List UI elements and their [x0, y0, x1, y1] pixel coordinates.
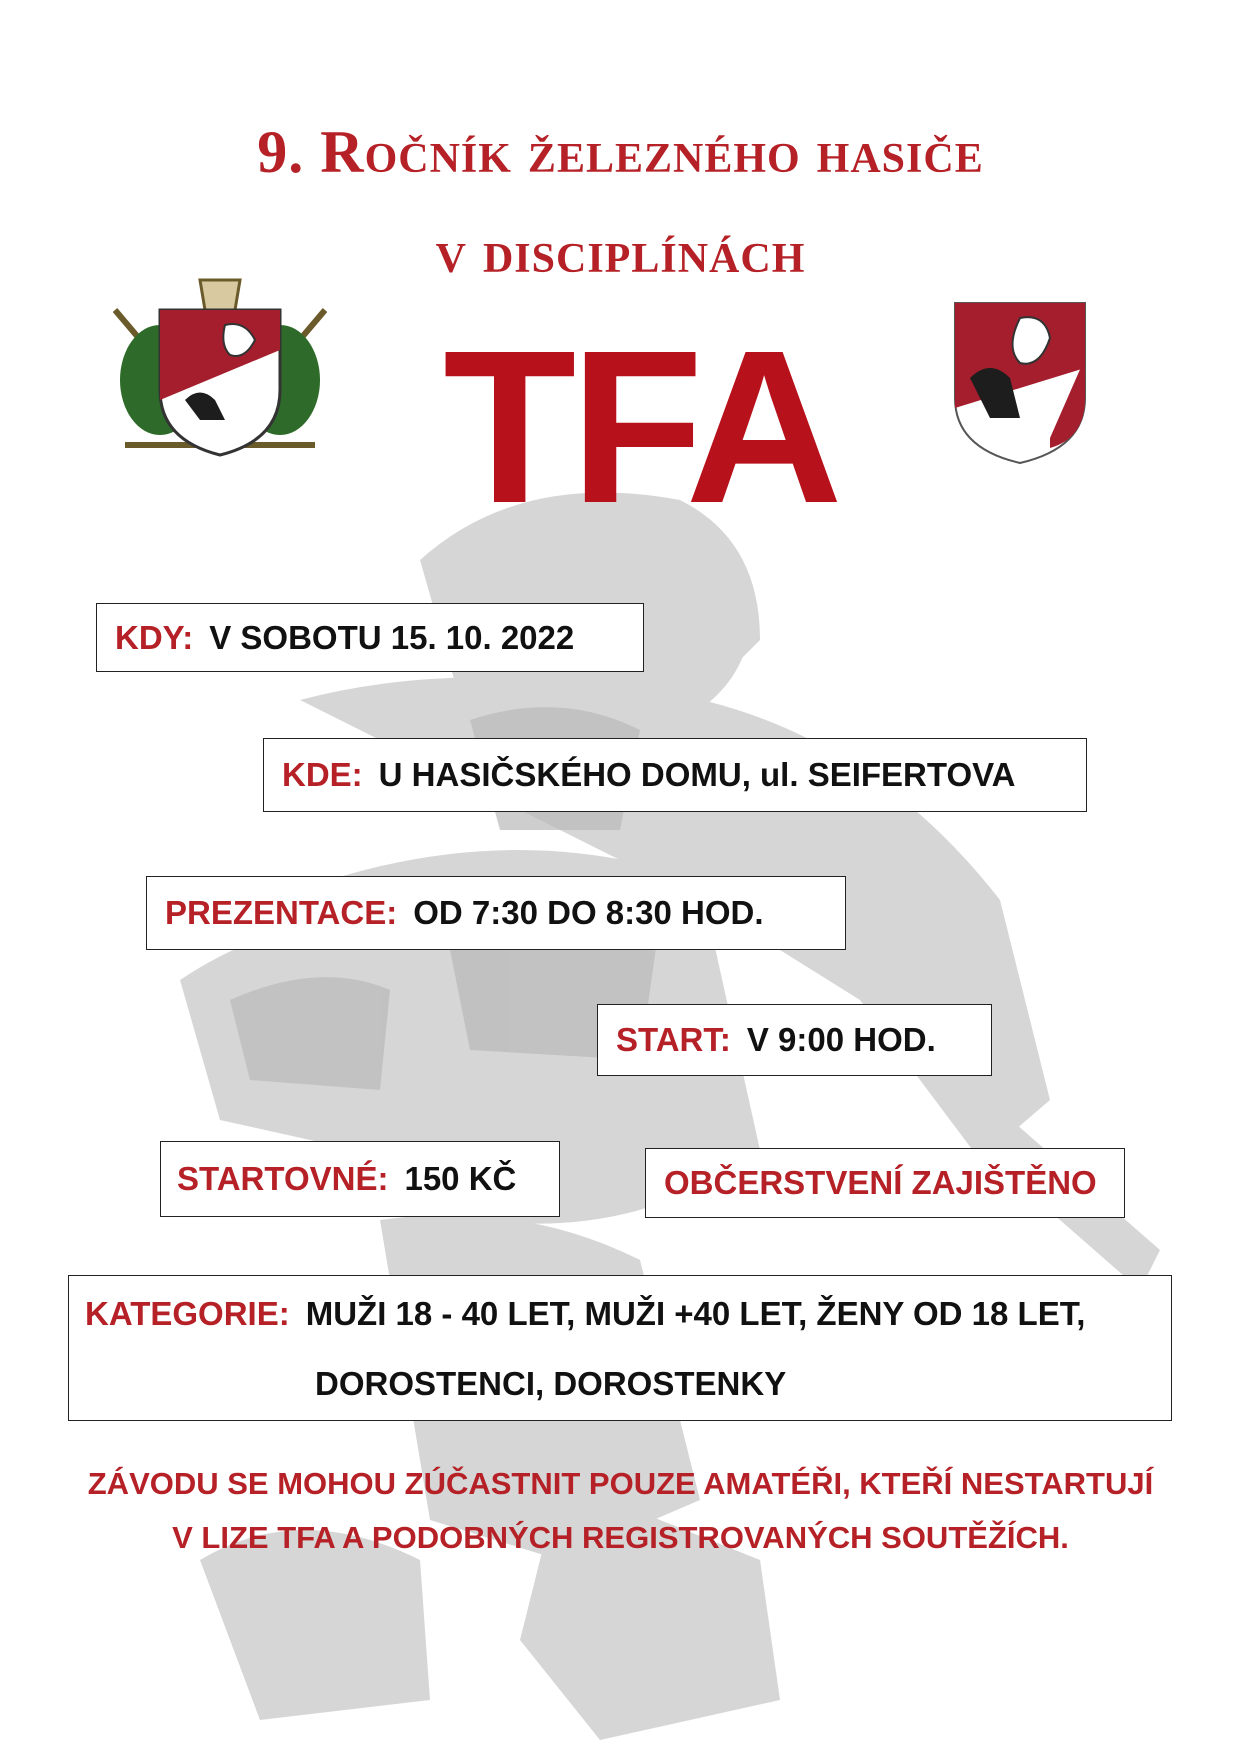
page-title-line-2: v disciplínách [435, 219, 806, 285]
info-box-kategorie [68, 1275, 1172, 1421]
kategorie-line-1: MUŽI 18 - 40 LET, MUŽI +40 LET, ŽENY OD 18 LET, [305, 1295, 1086, 1332]
notice-line-1: ZÁVODU SE MOHOU ZÚČASTNIT POUZE AMATÉŘI, KTEŘÍ NESTARTUJÍ [87, 1466, 1154, 1501]
kde-value: U HASIČSKÉHO DOMU, ul. SEIFERTOVA [378, 756, 1016, 793]
kategorie-row-1 [85, 1290, 1171, 1338]
headline-tfa: TFA [443, 306, 837, 549]
info-box-start [597, 1004, 992, 1076]
fire-brigade-emblem-icon [105, 270, 335, 470]
start-label: START: [616, 1021, 731, 1058]
info-box-kde [263, 738, 1087, 812]
info-box-startovne [160, 1141, 560, 1217]
prezentace-label: PREZENTACE: [165, 894, 398, 931]
info-box-kdy [96, 603, 644, 672]
kategorie-line-2: DOROSTENCI, DOROSTENKY [315, 1365, 787, 1402]
info-box-prezentace [146, 876, 846, 950]
kategorie-label: KATEGORIE: [85, 1295, 290, 1332]
kde-label: KDE: [282, 756, 363, 793]
page-title-line-1: 9. Ročník železného hasiče [257, 119, 984, 185]
start-value: V 9:00 HOD. [746, 1021, 936, 1058]
kdy-label: KDY: [115, 618, 194, 656]
obcerstveni-text: OBČERSTVENÍ ZAJIŠTĚNO [664, 1164, 1097, 1201]
notice-line-2: V LIZE TFA A PODOBNÝCH REGISTROVANÝCH SOUTĚŽÍCH. [172, 1520, 1069, 1555]
startovne-label: STARTOVNÉ: [177, 1160, 389, 1197]
municipal-coat-of-arms-icon [950, 298, 1090, 468]
info-box-obcerstveni [645, 1148, 1125, 1218]
kdy-value: V SOBOTU 15. 10. 2022 [209, 618, 575, 656]
prezentace-value: OD 7:30 DO 8:30 HOD. [413, 894, 764, 931]
startovne-value: 150 KČ [404, 1160, 517, 1197]
